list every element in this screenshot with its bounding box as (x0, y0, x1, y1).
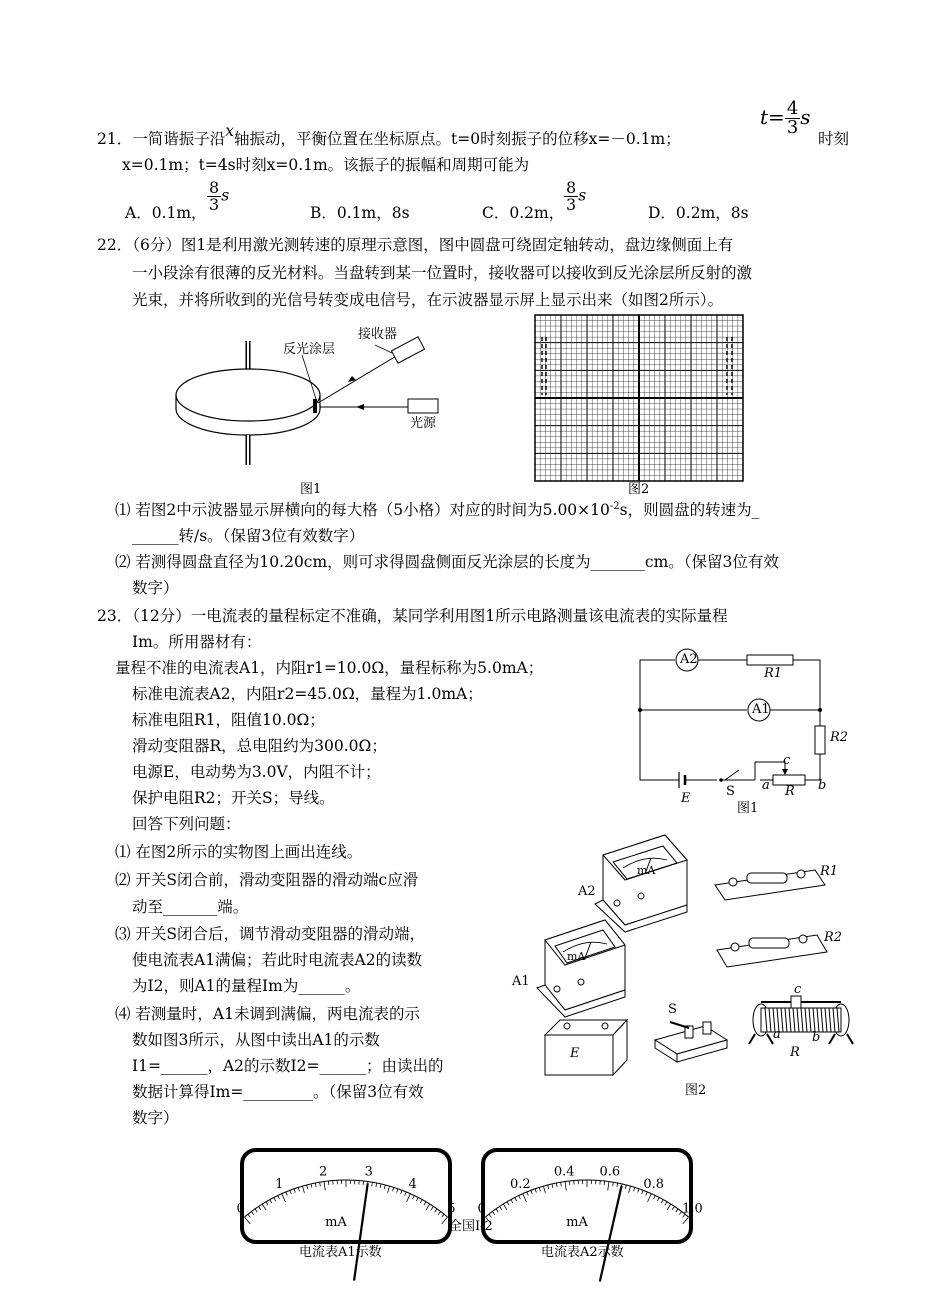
meter-tick-label: 0.4 (553, 1164, 575, 1180)
q23-sub4-line3: I1=______，A2的示数I2=______；由读出的 (132, 1057, 444, 1075)
meter-tick-label: 0.2 (509, 1177, 531, 1193)
apparatus-label-b: b (812, 1030, 821, 1045)
apparatus-label-R2: R2 (824, 930, 843, 945)
meter-a2-caption: 电流表A2示数 (541, 1245, 624, 1260)
q21-option-d: D．0.2m，8s (648, 204, 749, 222)
circuit-label-R1: R1 (764, 666, 783, 681)
q23-line2: Im。所用器材有： (132, 633, 262, 651)
q23-sub3-line2: 使电流表A1满偏；若此时电流表A2的读数 (132, 951, 423, 969)
meter-a1-dial (236, 1148, 456, 1244)
q21-option-b: B．0.1m，8s (310, 204, 410, 222)
q23-material-6: 保护电阻R2；开关S；导线。 (132, 789, 335, 807)
apparatus-label-R1: R1 (820, 864, 839, 879)
apparatus-label-E: E (570, 1046, 580, 1061)
q23-material-2: 标准电流表A2，内阻r2=45.0Ω，量程为1.0mA； (132, 685, 483, 703)
apparatus-label-A1: A1 (512, 974, 530, 989)
fig1-label-receiver: 接收器 (358, 327, 398, 342)
meter-tick-label: 1 (275, 1177, 284, 1193)
q21-option-a: A．0.1m， (125, 204, 207, 222)
q23-sub4-line4: 数据计算得Im=_________。（保留3位有效 (132, 1083, 424, 1101)
fig1-label-coating: 反光涂层 (283, 342, 336, 357)
q21-option-c-frac: $\frac{8}{3}$ s (566, 178, 587, 214)
q22-part1-line2: ______转/s。（保留3位有效数字） (132, 527, 365, 545)
apparatus-caption: 图2 (685, 1083, 707, 1098)
q21-time-fraction: t= $\frac{4}{3}$ s (760, 98, 811, 138)
svg-text:mA: mA (567, 950, 586, 963)
q23-material-4: 滑动变阻器R，总电阻约为300.0Ω； (132, 737, 387, 755)
apparatus-label-S: S (668, 1002, 677, 1017)
q21-line2: x=0.1m；t=4s时刻x=0.1m。该振子的振幅和周期可能为 (122, 156, 530, 174)
apparatus-battery (545, 1020, 627, 1075)
q22-line3: 光束，并将所收到的光信号转变成电信号，在示波器显示屏上显示出来（如图2所示）。 (132, 291, 724, 309)
circuit-label-S: S (726, 784, 735, 799)
q23-answer-intro: 回答下列问题： (132, 815, 241, 833)
circuit-label-E: E (681, 791, 691, 806)
q23-material-3: 标准电阻R1，阻值10.0Ω； (132, 711, 325, 729)
apparatus-label-a: a (773, 1027, 781, 1042)
circuit-label-b: b (818, 778, 827, 793)
q22-line1: 22．（6分）图1是利用激光测转速的原理示意图，图中圆盘可绕固定轴转动，盘边缘侧面上有 (97, 236, 734, 254)
apparatus-label-R: R (790, 1045, 800, 1060)
svg-text:mA: mA (637, 864, 656, 877)
circuit-label-R2: R2 (830, 730, 849, 745)
apparatus-ammeter-a1 (537, 920, 625, 1017)
page-footer: 全国Ⅰ-2 (449, 1219, 493, 1234)
q22-part2-line2: 数字） (132, 579, 179, 597)
meter-unit-label: mA (325, 1215, 347, 1230)
q23-sub2-line1: ⑵ 开关S闭合前，滑动变阻器的滑动端c应滑 (115, 871, 419, 889)
meter-unit-label: mA (566, 1215, 588, 1230)
circuit-caption: 图1 (737, 801, 759, 816)
q23-sub4-line2: 数如图3所示，从图中读出A1的示数 (132, 1031, 380, 1049)
meter-tick-label: 1.0 (682, 1201, 703, 1217)
apparatus-ammeter-a2 (595, 835, 687, 932)
circuit-label-A2: A2 (680, 652, 698, 667)
q22-part2-line1: ⑵ 若测得圆盘直径为10.20cm，则可求得圆盘侧面反光涂层的长度为_______cm。（保留3位有效 (115, 553, 779, 571)
apparatus-rheostat (749, 996, 853, 1044)
q21-line1: 21．一简谐振子沿x轴振动，平衡位置在坐标原点。t=0时刻振子的位移x=－0.1m； (97, 122, 681, 148)
q23-sub1: ⑴ 在图2所示的实物图上画出连线。 (115, 843, 363, 861)
meter-tick-label: 3 (364, 1164, 373, 1180)
apparatus-label-A2: A2 (578, 884, 596, 899)
meter-tick-label: 2 (319, 1164, 328, 1180)
q23-line1: 23．（12分）一电流表的量程标定不准确，某同学利用图1所示电路测量该电流表的实际量程 (97, 607, 728, 625)
q23-sub3-line1: ⑶ 开关S闭合后，调节滑动变阻器的滑动端， (115, 925, 426, 943)
meter-tick-label: 5 (447, 1201, 456, 1217)
q23-sub2-line2: 动至_______端。 (132, 898, 249, 916)
meter-a1-caption: 电流表A1示数 (299, 1245, 382, 1260)
q23-sub3-line3: 为I2，则A1的量程Im为______。 (132, 977, 361, 995)
circuit-label-c: c (783, 753, 791, 768)
apparatus-switch (655, 1022, 727, 1062)
q22-line2: 一小段涂有很薄的反光材料。当盘转到某一位置时，接收器可以接收到反光涂层所反射的激 (132, 264, 753, 282)
apparatus-label-c: c (794, 982, 802, 997)
fig1-label-source: 光源 (410, 416, 437, 431)
meter-tick-label: 0.6 (599, 1164, 621, 1180)
apparatus-resistor-r2 (717, 935, 827, 967)
meter-tick-label: 0 (477, 1201, 486, 1217)
circuit-label-A1: A1 (752, 702, 770, 717)
q23-material-5: 电源E，电动势为3.0V，内阻不计； (132, 763, 381, 781)
circuit-label-R: R (785, 784, 795, 799)
q21-option-c: C．0.2m， (482, 204, 565, 222)
fig2-oscilloscope-screen (535, 315, 743, 481)
fig1-caption: 图1 (300, 482, 322, 497)
meter-a2-dial (477, 1148, 703, 1244)
fig2-caption: 图2 (628, 482, 650, 497)
q22-part1-line1: ⑴ 若图2中示波器显示屏横向的每大格（5小格）对应的时间为$5.00\times 10^{-2}s$，则圆盘的转速为_ (115, 500, 760, 519)
apparatus-resistor-r1 (715, 870, 825, 900)
meter-tick-label: 0 (236, 1201, 245, 1217)
q21-option-a-frac: $\frac{8}{3}$ s (209, 178, 230, 214)
meter-tick-label: 4 (408, 1177, 417, 1193)
q23-sub4-line1: ⑷ 若测量时，A1未调到满偏，两电流表的示 (115, 1005, 420, 1023)
meter-tick-label: 0.8 (643, 1177, 665, 1193)
q23-sub4-line5: 数字） (132, 1109, 179, 1127)
q23-material-1: 量程不准的电流表A1，内阻r1=10.0Ω，量程标称为5.0mA； (115, 659, 544, 677)
circuit-label-a: a (762, 778, 770, 793)
q21-line1-end: 时刻 (818, 130, 850, 148)
